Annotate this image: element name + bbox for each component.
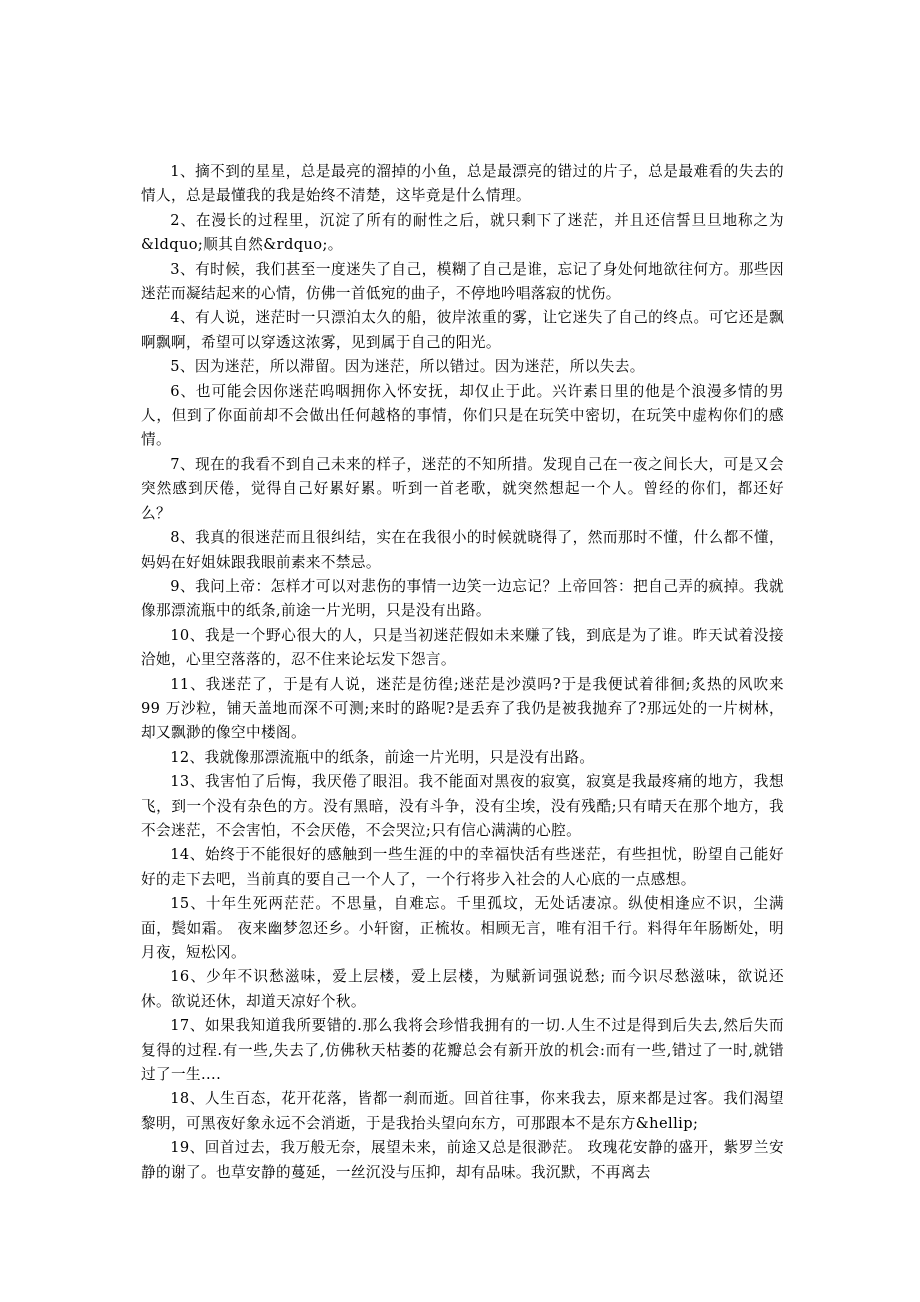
paragraph-15: 15、十年生死两茫茫。不思量，自难忘。千里孤坟，无处话凄凉。纵使相逢应不识，尘满面，鬓如霜。 夜来幽梦忽还乡。小轩窗，正梳妆。相顾无言，唯有泪千行。料得年年肠断处，明月夜，短松冈。 [141,895,784,961]
paragraph-4: 4、有人说，迷茫时一只漂泊太久的船，彼岸浓重的雾，让它迷失了自己的终点。可它还是飘啊飘啊，希望可以穿透这浓雾，见到属于自己的阳光。 [141,309,784,351]
paragraph-13: 13、我害怕了后悔，我厌倦了眼泪。我不能面对黑夜的寂寞，寂寞是我最疼痛的地方，我想飞，到一个没有杂色的方。没有黑暗，没有斗争，没有尘埃，没有残酷;只有晴天在那个地方，我不会迷茫，不会害怕，不会厌倦，不会哭泣;只有信心满满的心腔。 [141,773,784,839]
paragraph-16: 16、少年不识愁滋味，爱上层楼，爱上层楼，为赋新词强说愁; 而今识尽愁滋味，欲说还休。欲说还休，却道天凉好个秋。 [141,968,784,1010]
paragraph-8: 8、我真的很迷茫而且很纠结，实在在我很小的时候就晓得了，然而那时不懂，什么都不懂，妈妈在好姐妹跟我眼前素来不禁忌。 [141,529,784,571]
paragraph-3: 3、有时候，我们甚至一度迷失了自己，模糊了自己是谁，忘记了身处何地欲往何方。那些因迷茫而凝结起来的心情，仿佛一首低宛的曲子，不停地吟唱落寂的忧伤。 [141,260,784,303]
paragraph-18: 18、人生百态，花开花落，皆都一刹而逝。回首往事，你来我去，原来都是过客。我们渴望黎明，可黑夜好象永远不会消逝，于是我抬头望向东方，可那跟本不是东方&hellip; [141,1090,784,1132]
paragraph-10: 10、我是一个野心很大的人，只是当初迷茫假如未来赚了钱，到底是为了谁。昨天试着没接洽她，心里空落落的，忍不住来论坛发下怨言。 [141,626,784,669]
paragraph-19: 19、回首过去，我万般无奈，展望未来，前途又总是很渺茫。 玫瑰花安静的盛开，紫罗兰安静的谢了。也草安静的蔓延，一丝沉没与压抑，却有品味。我沉默，不再离去 [141,1139,784,1181]
paragraph-7: 7、现在的我看不到自己未来的样子，迷茫的不知所措。发现自己在一夜之间长大，可是又会突然感到厌倦，觉得自己好累好累。听到一首老歌，就突然想起一个人。曾经的你们，都还好么？ [141,455,784,522]
paragraph-5: 5、因为迷茫，所以滞留。因为迷茫，所以错过。因为迷茫，所以失去。 [170,358,645,376]
paragraph-11: 11、我迷茫了，于是有人说，迷茫是彷徨;迷茫是沙漠吗?于是我便试着徘徊;炙热的风吹来 99 万沙粒，铺天盖地而深不可测;来时的路呢?是丢弃了我仍是被我抛弃了?那远处的一片树林，却又飘渺的像空中楼阁。 [141,675,784,742]
paragraph-17: 17、如果我知道我所要错的.那么我将会珍惜我拥有的一切.人生不过是得到后失去,然后失而复得的过程.有一些,失去了,仿佛秋天枯萎的花瓣总会有新开放的机会:而有一些,错过了一时,就错过了一生.... [141,1017,784,1084]
paragraph-14: 14、始终于不能很好的感触到一些生涯的中的幸福快活有些迷茫，有些担忧，盼望自己能好好的走下去吧，当前真的要自己一个人了，一个行将步入社会的人心底的一点感想。 [141,846,784,888]
paragraph-2: 2、在漫长的过程里，沉淀了所有的耐性之后，就只剩下了迷茫，并且还信誓旦旦地称之为&ldquo;顺其自然&rdquo;。 [141,211,784,254]
paragraph-1: 1、摘不到的星星，总是最亮的溜掉的小鱼，总是最漂亮的错过的片子，总是最难看的失去的情人，总是最懂我的我是始终不清楚，这毕竟是什么情理。 [141,163,784,205]
paragraph-9: 9、我问上帝：怎样才可以对悲伤的事情一边笑一边忘记？上帝回答：把自己弄的疯掉。我就像那漂流瓶中的纸条,前途一片光明，只是没有出路。 [141,577,784,620]
paragraph-6: 6、也可能会因你迷茫呜咽拥你入怀安抚，却仅止于此。兴许素日里的他是个浪漫多情的男人，但到了你面前却不会做出任何越格的事情，你们只是在玩笑中密切，在玩笑中虚构你们的感情。 [141,382,784,449]
paragraph-12: 12、我就像那漂流瓶中的纸条，前途一片光明，只是没有出路。 [170,748,595,766]
document-body [141,160,784,1185]
